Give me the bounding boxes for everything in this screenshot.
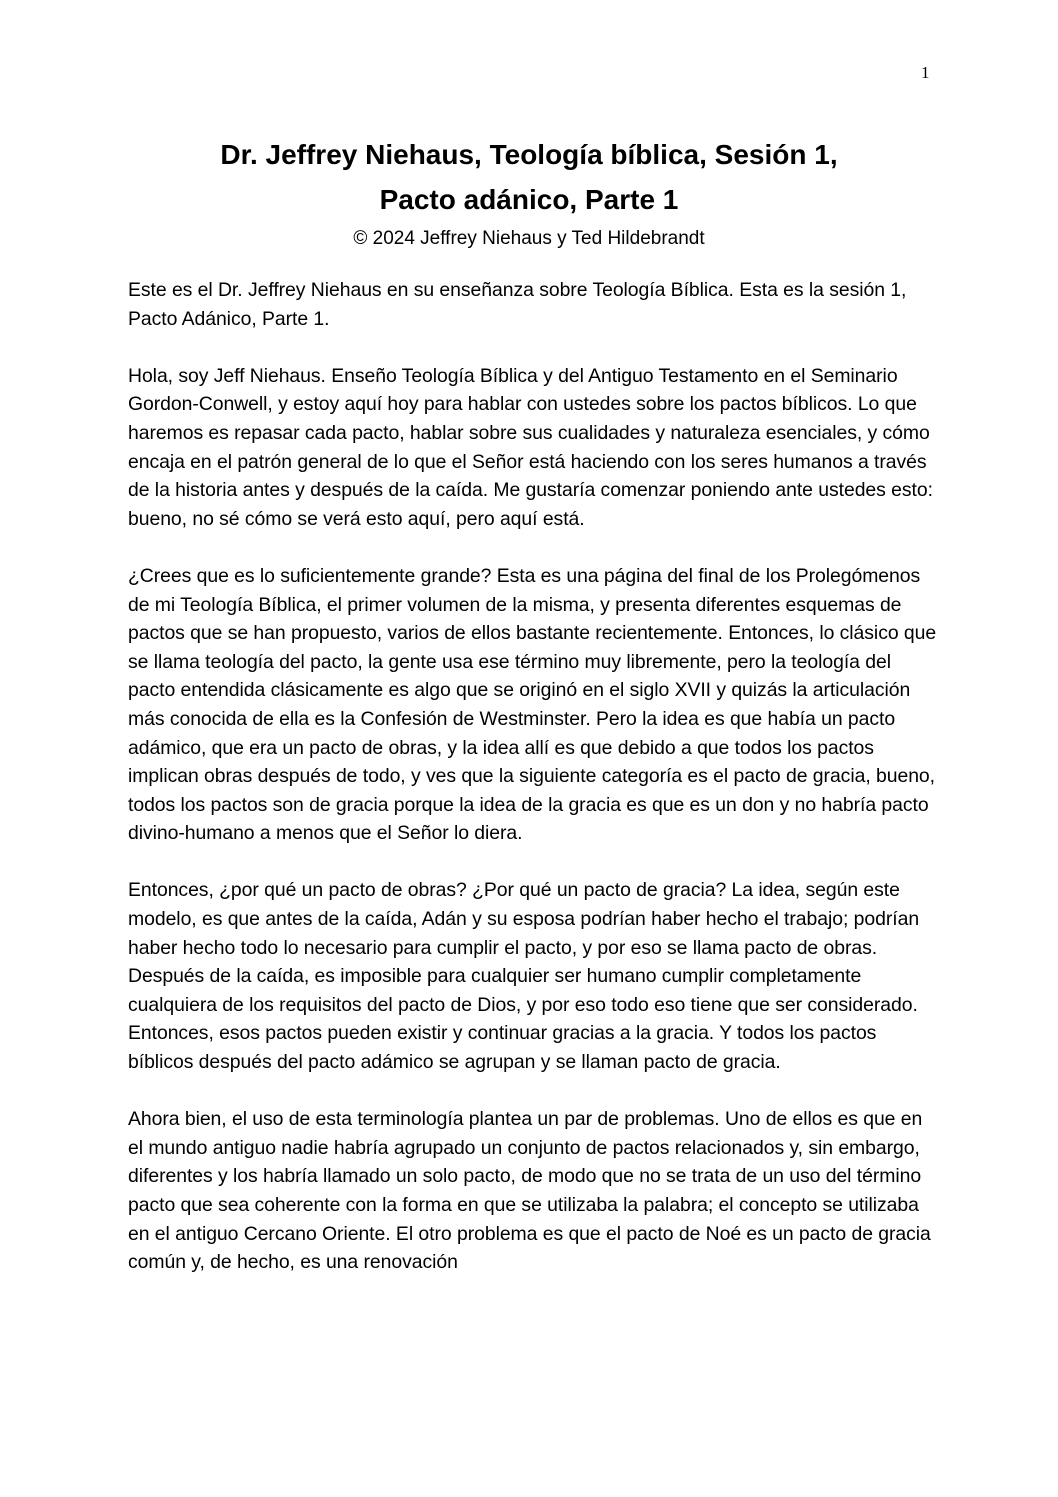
paragraph: Ahora bien, el uso de esta terminología plantea un par de problemas. Uno de ellos es que en el mundo antiguo nadie habría agrupado un conjunto de pactos relacionados y, sin embargo, diferentes y los habría llamado un solo pacto, de modo que no se trata de un uso del término pacto que sea coherente con la forma en que se utilizaba la palabra; el concepto se utilizaba en el antiguo Cercano Oriente. El otro problema es que el pacto de Noé es un pacto de gracia común y, de hecho, es una renovación xyxy=(128,1108,931,1274)
document-header xyxy=(0,132,1058,252)
document-title-line-2: Pacto adánico, Parte 1 xyxy=(379,184,679,215)
document-body xyxy=(128,276,940,1305)
paragraph-intro: Este es el Dr. Jeffrey Niehaus en su enseñanza sobre Teología Bíblica. Esta es la sesión 1, Pacto Adánico, Parte 1. xyxy=(128,279,907,330)
paragraph: ¿Crees que es lo suficientemente grande? Esta es una página del final de los Prolegómenos de mi Teología Bíblica, el primer volumen de la misma, y presenta diferentes esquemas de pactos que se han propuesto, varios de ellos bastante recientemente. Entonces, lo clásico que se llama teología del pacto, la gente usa ese término muy libremente, pero la teología del pacto entendida clásicamente es algo que se originó en el siglo XVII y quizás la articulación más conocida de ella es la Confesión de Westminster. Pero la idea es que había un pacto adámico, que era un pacto de obras, y la idea allí es que debido a que todos los pactos implican obras después de todo, y ves que la siguiente categoría es el pacto de gracia, bueno, todos los pactos son de gracia porque la idea de la gracia es que es un don y no habría pacto divino-humano a menos que el Señor lo diera. xyxy=(128,564,937,845)
paragraph: Entonces, ¿por qué un pacto de obras? ¿Por qué un pacto de gracia? La idea, según este modelo, es que antes de la caída, Adán y su esposa podrían haber hecho el trabajo; podrían haber hecho todo lo necesario para cumplir el pacto, y por eso se llama pacto de obras. Después de la caída, es imposible para cualquier ser humano cumplir completamente cualquiera de los requisitos del pacto de Dios, y por eso todo eso tiene que ser considerado. Entonces, esos pactos pueden existir y continuar gracias a la gracia. Y todos los pactos bíblicos después del pacto adámico se agrupan y se llaman pacto de gracia. xyxy=(128,879,920,1074)
document-title-line-1: Dr. Jeffrey Niehaus, Teología bíblica, Sesión 1, xyxy=(220,139,838,170)
copyright-notice: © 2024 Jeffrey Niehaus y Ted Hildebrandt xyxy=(353,228,705,249)
page-number: 1 xyxy=(921,63,930,82)
paragraph: Hola, soy Jeff Niehaus. Enseño Teología Bíblica y del Antiguo Testamento en el Seminario Gordon-Conwell, y estoy aquí hoy para hablar con ustedes sobre los pactos bíblicos. Lo que haremos es repasar cada pacto, hablar sobre sus cualidades y naturaleza esenciales, y cómo encaja en el patrón general de lo que el Señor está haciendo con los seres humanos a través de la historia antes y después de la caída. Me gustaría comenzar poniendo ante ustedes esto: bueno, no sé cómo se verá esto aquí, pero aquí está. xyxy=(128,364,933,530)
